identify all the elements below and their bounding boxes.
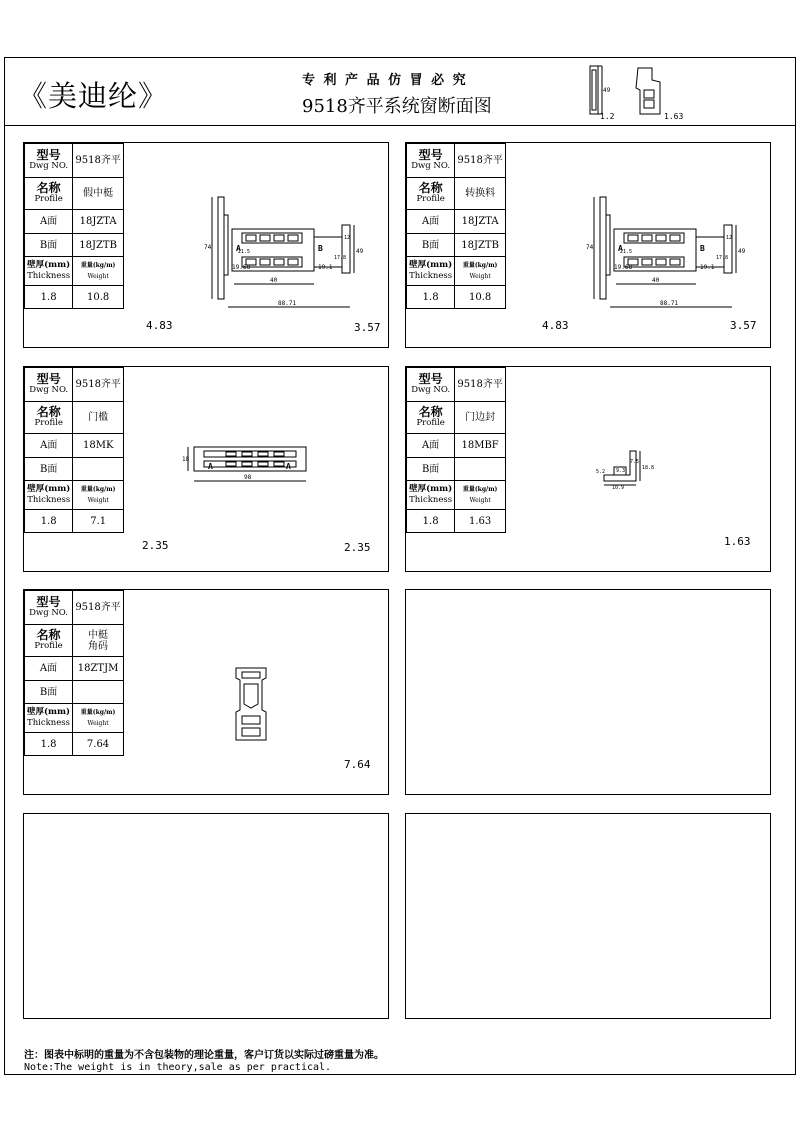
svg-text:21.5: 21.5 — [238, 249, 251, 255]
profile-name: 门边封 — [455, 402, 506, 434]
face-b-value — [455, 458, 506, 481]
face-a-value: 18JZTA — [73, 210, 124, 234]
spec-table: 型号 Dwg NO. 9518齐平 名称 Profile 门槛 A面 18MK B面 壁厚(mm) Thickness 重量(kg/m) Weight 1.8 7.1 — [24, 367, 124, 533]
face-b-value: 18JZTB — [455, 234, 506, 257]
svg-text:98: 98 — [244, 474, 252, 481]
svg-text:21.5: 21.5 — [620, 249, 633, 255]
weight-value: 7.1 — [73, 510, 124, 533]
footer-note-cn: 注：图表中标明的重量为不含包装物的理论重量，客户订货以实际过磅重量为准。 — [24, 1050, 384, 1061]
face-a-value: 18JZTA — [455, 210, 506, 234]
weight-label-right: 2.35 — [344, 541, 371, 554]
svg-text:19.68: 19.68 — [614, 264, 633, 271]
page-title: 9518齐平系统窗断面图 — [302, 96, 492, 117]
svg-text:19.68: 19.68 — [232, 264, 251, 271]
empty-panel-3 — [405, 813, 771, 1019]
profile-panel-2 — [405, 142, 771, 348]
weight-label-right: 3.57 — [354, 321, 381, 334]
face-a-value: 18MK — [73, 434, 124, 458]
svg-text:18.8: 18.8 — [642, 465, 655, 471]
svg-text:9.3: 9.3 — [616, 468, 626, 474]
model-value: 9518齐平 — [455, 144, 506, 178]
weight-value: 7.64 — [73, 733, 124, 756]
profile-name: 中梃 角码 — [73, 625, 124, 657]
svg-text:49: 49 — [356, 248, 364, 255]
model-value: 9518齐平 — [73, 368, 124, 402]
weight-label-right: 3.57 — [730, 319, 757, 332]
svg-text:A: A — [236, 244, 241, 253]
profile-panel-4 — [405, 366, 771, 572]
profile-panel-5 — [23, 589, 389, 795]
thickness-value: 1.8 — [25, 510, 73, 533]
face-b-value: 18JZTB — [73, 234, 124, 257]
weight-value: 10.8 — [73, 286, 124, 309]
profile-drawing — [194, 189, 374, 314]
profile-drawing — [596, 445, 666, 489]
footer-note-en: Note:The weight is in theory,sale as per practical. — [24, 1062, 332, 1073]
svg-text:B: B — [318, 244, 323, 253]
svg-text:B: B — [700, 244, 705, 253]
svg-text:17.8: 17.8 — [334, 255, 347, 261]
weight-label-right: 7.64 — [344, 758, 371, 771]
brand-name: 《美迪纶》 — [18, 79, 169, 113]
weight-value: 10.8 — [455, 286, 506, 309]
svg-text:5.2: 5.2 — [596, 469, 606, 475]
thickness-value: 1.8 — [407, 510, 455, 533]
model-value: 9518齐平 — [73, 591, 124, 625]
spec-table: 型号 Dwg NO. 9518齐平 名称 Profile 转换料 A面 18JZTA B面 18JZTB 壁厚(mm) Thickness 重量(kg/m) Weight 1.8 10.8 — [406, 143, 506, 309]
profile-name: 转换料 — [455, 178, 506, 210]
spec-table: 型号 Dwg NO. 9518齐平 名称 Profile 中梃 角码 A面 18ZTJM B面 壁厚(mm) Thickness 重量(kg/m) Weight 1.8 7.64 — [24, 590, 124, 756]
svg-text:19.1: 19.1 — [318, 264, 333, 271]
weight-label-left: 4.83 — [146, 319, 173, 332]
profile-drawing — [182, 441, 312, 491]
svg-text:7.5: 7.5 — [630, 459, 640, 465]
profile-name: 门槛 — [73, 402, 124, 434]
weight-label-left: 4.83 — [542, 319, 569, 332]
weight-value: 1.63 — [455, 510, 506, 533]
model-value: 9518齐平 — [455, 368, 506, 402]
spec-table: 型号 Dwg NO. 9518齐平 名称 Profile 门边封 A面 18MBF B面 壁厚(mm) Thickness 重量(kg/m) Weight 1.8 1.63 — [406, 367, 506, 533]
svg-text:A: A — [618, 244, 623, 253]
header-divider — [4, 125, 796, 126]
thickness-value: 1.8 — [25, 286, 73, 309]
profile-panel-3 — [23, 366, 389, 572]
profile-drawing — [576, 189, 756, 314]
thickness-value: 1.8 — [25, 733, 73, 756]
face-b-value — [73, 458, 124, 481]
profile-name: 假中梃 — [73, 178, 124, 210]
svg-text:74: 74 — [586, 244, 594, 251]
svg-text:40: 40 — [270, 277, 278, 284]
svg-text:88.71: 88.71 — [278, 300, 297, 307]
svg-text:19.1: 19.1 — [700, 264, 715, 271]
weight-label-left: 2.35 — [142, 539, 169, 552]
empty-panel-1 — [405, 589, 771, 795]
profile-panel-1 — [23, 142, 389, 348]
empty-panel-2 — [23, 813, 389, 1019]
header-dim-right: 1.63 — [664, 112, 684, 121]
svg-text:17.8: 17.8 — [716, 255, 729, 261]
slogan: 专 利 产 品 仿 冒 必 究 — [302, 73, 468, 88]
header-dim-left: 1.2 — [600, 112, 615, 121]
svg-text:74: 74 — [204, 244, 212, 251]
svg-text:A: A — [208, 462, 213, 471]
face-a-value: 18MBF — [455, 434, 506, 458]
spec-table: 型号 Dwg NO. 9518齐平 名称 Profile 假中梃 A面 18JZTA B面 18JZTB 壁厚(mm) Thickness 重量(kg/m) Weight 1.8 10.8 — [24, 143, 124, 309]
model-value: 9518齐平 — [73, 144, 124, 178]
svg-text:A: A — [286, 462, 291, 471]
svg-text:49: 49 — [738, 248, 746, 255]
svg-text:40: 40 — [652, 277, 660, 284]
weight-label-right: 1.63 — [724, 535, 751, 548]
face-a-value: 18ZTJM — [73, 657, 124, 681]
face-b-value — [73, 681, 124, 704]
header-dim-49: 49 — [603, 87, 611, 94]
svg-text:10.9: 10.9 — [612, 485, 625, 489]
svg-text:12: 12 — [344, 235, 351, 241]
profile-drawing — [228, 664, 278, 744]
svg-text:12: 12 — [726, 235, 733, 241]
svg-text:88.71: 88.71 — [660, 300, 679, 307]
thickness-value: 1.8 — [407, 286, 455, 309]
svg-text:18: 18 — [182, 456, 190, 463]
